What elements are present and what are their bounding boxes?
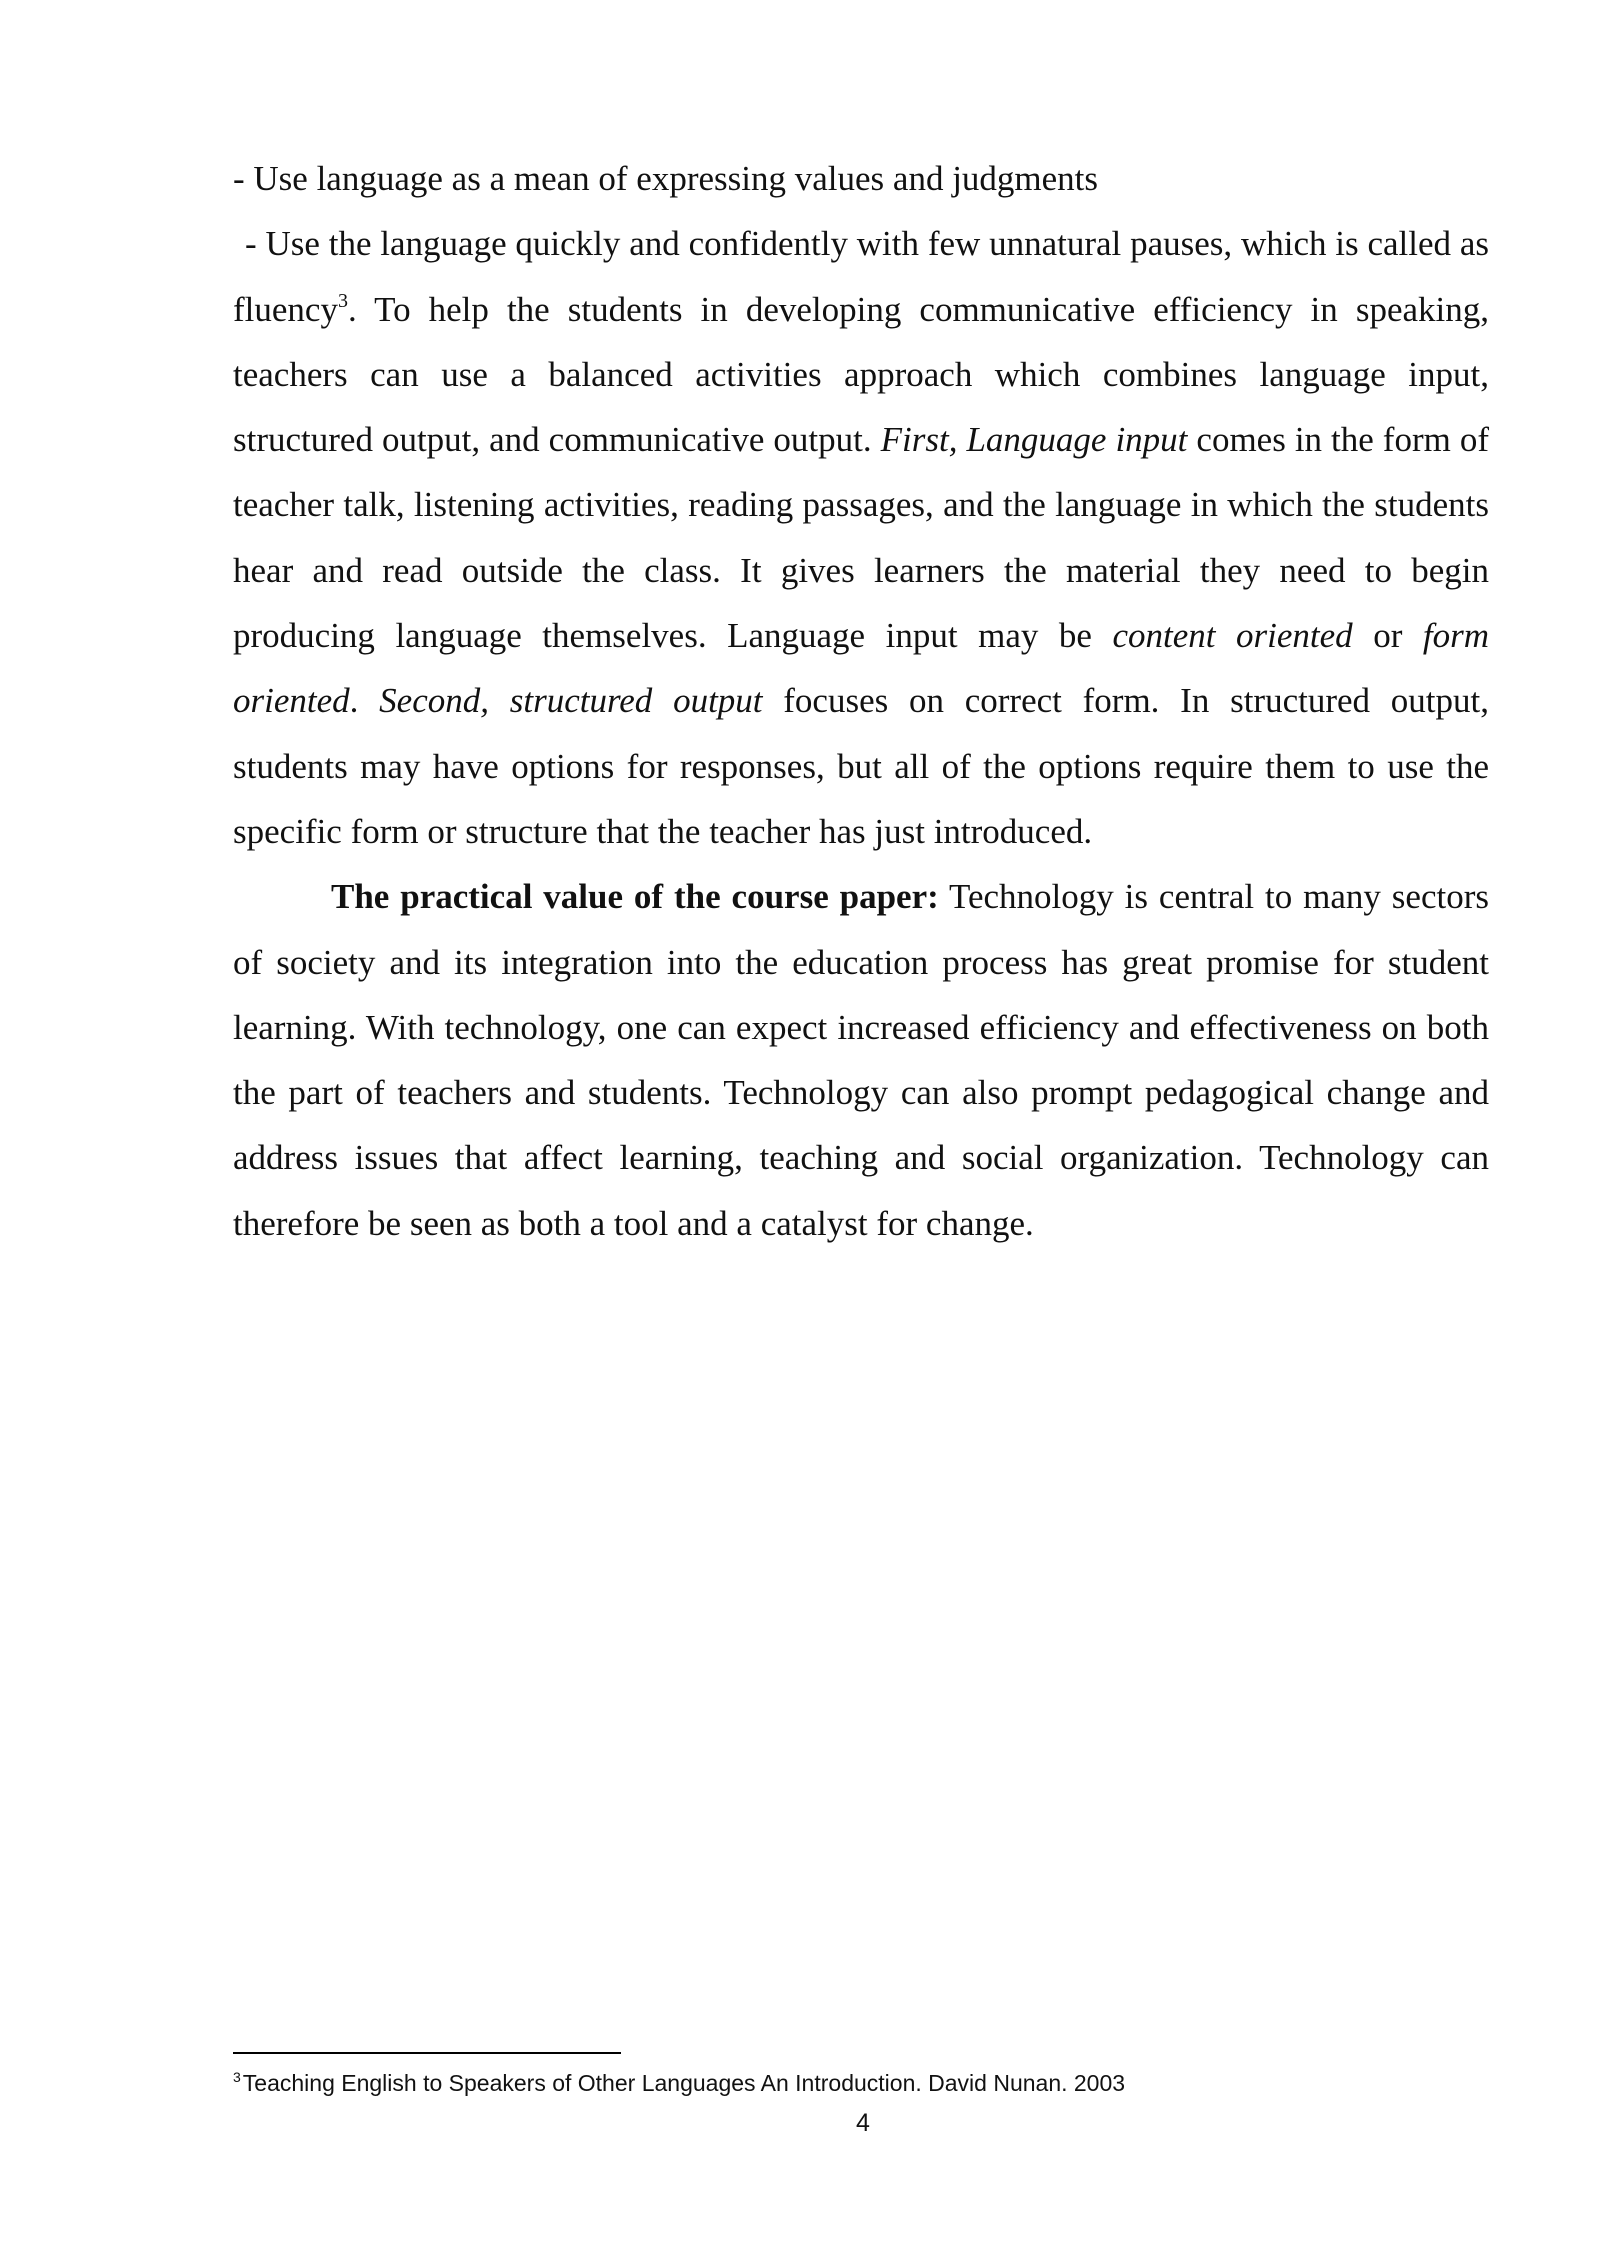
fluency-text-part2: . To help the students in developing communicative efficiency in speaking, teachers can use a balanced activities approach which combines language input, structured output, and communicative output. [233, 289, 1489, 460]
fluency-text-part1: - Use the language quickly and confidently with few unnatural pauses, which is called as fluency [233, 224, 1489, 329]
bullet-expressing-values-text: - Use language as a mean of expressing values and judgments [233, 159, 1099, 198]
body-text [233, 146, 1489, 1256]
structured-output-term: Second, structured output [379, 681, 763, 721]
language-input-term: First, Language input [880, 420, 1188, 460]
bullet-expressing-values [233, 146, 1489, 211]
fluency-text-part4: or [1352, 616, 1423, 656]
footnote [233, 2068, 1489, 2098]
fluency-text-part6: focuses on correct form. In structured output, students may have options for responses, but all of the options require them to use the specific form or structure that the teacher has just introduced. [233, 681, 1489, 851]
bullet-fluency-paragraph [233, 211, 1489, 864]
page-number: 4 [856, 2109, 870, 2137]
content-oriented-term: content oriented [1112, 616, 1353, 656]
practical-value-paragraph [233, 864, 1489, 1256]
footnote-number: 3 [233, 2069, 241, 2085]
practical-value-text: Technology is central to many sectors of society and its integration into the education process has great promise for student learning. With technology, one can expect increased efficiency and effectiveness on both the part of teachers and students. Technology can also prompt pedagogical change and address issues that affect learning, teaching and social organization. Technology can therefore be seen as both a tool and a catalyst for change. [233, 877, 1489, 1243]
fluency-text-part5: . [349, 681, 380, 721]
footnote-separator [233, 2052, 621, 2054]
fluency-text-part3: comes in the form of teacher talk, listening activities, reading passages, and the language in which the students hear and read outside the class. It gives learners the material they need to begin producing language themselves. Language input may be [233, 420, 1489, 656]
footnote-reference[interactable]: 3 [337, 289, 348, 312]
footnote-text: Teaching English to Speakers of Other Languages An Introduction. David Nunan. 2003 [242, 2070, 1126, 2096]
form-oriented-term: form oriented [233, 616, 1489, 721]
practical-value-heading: The practical value of the course paper: [331, 877, 939, 917]
